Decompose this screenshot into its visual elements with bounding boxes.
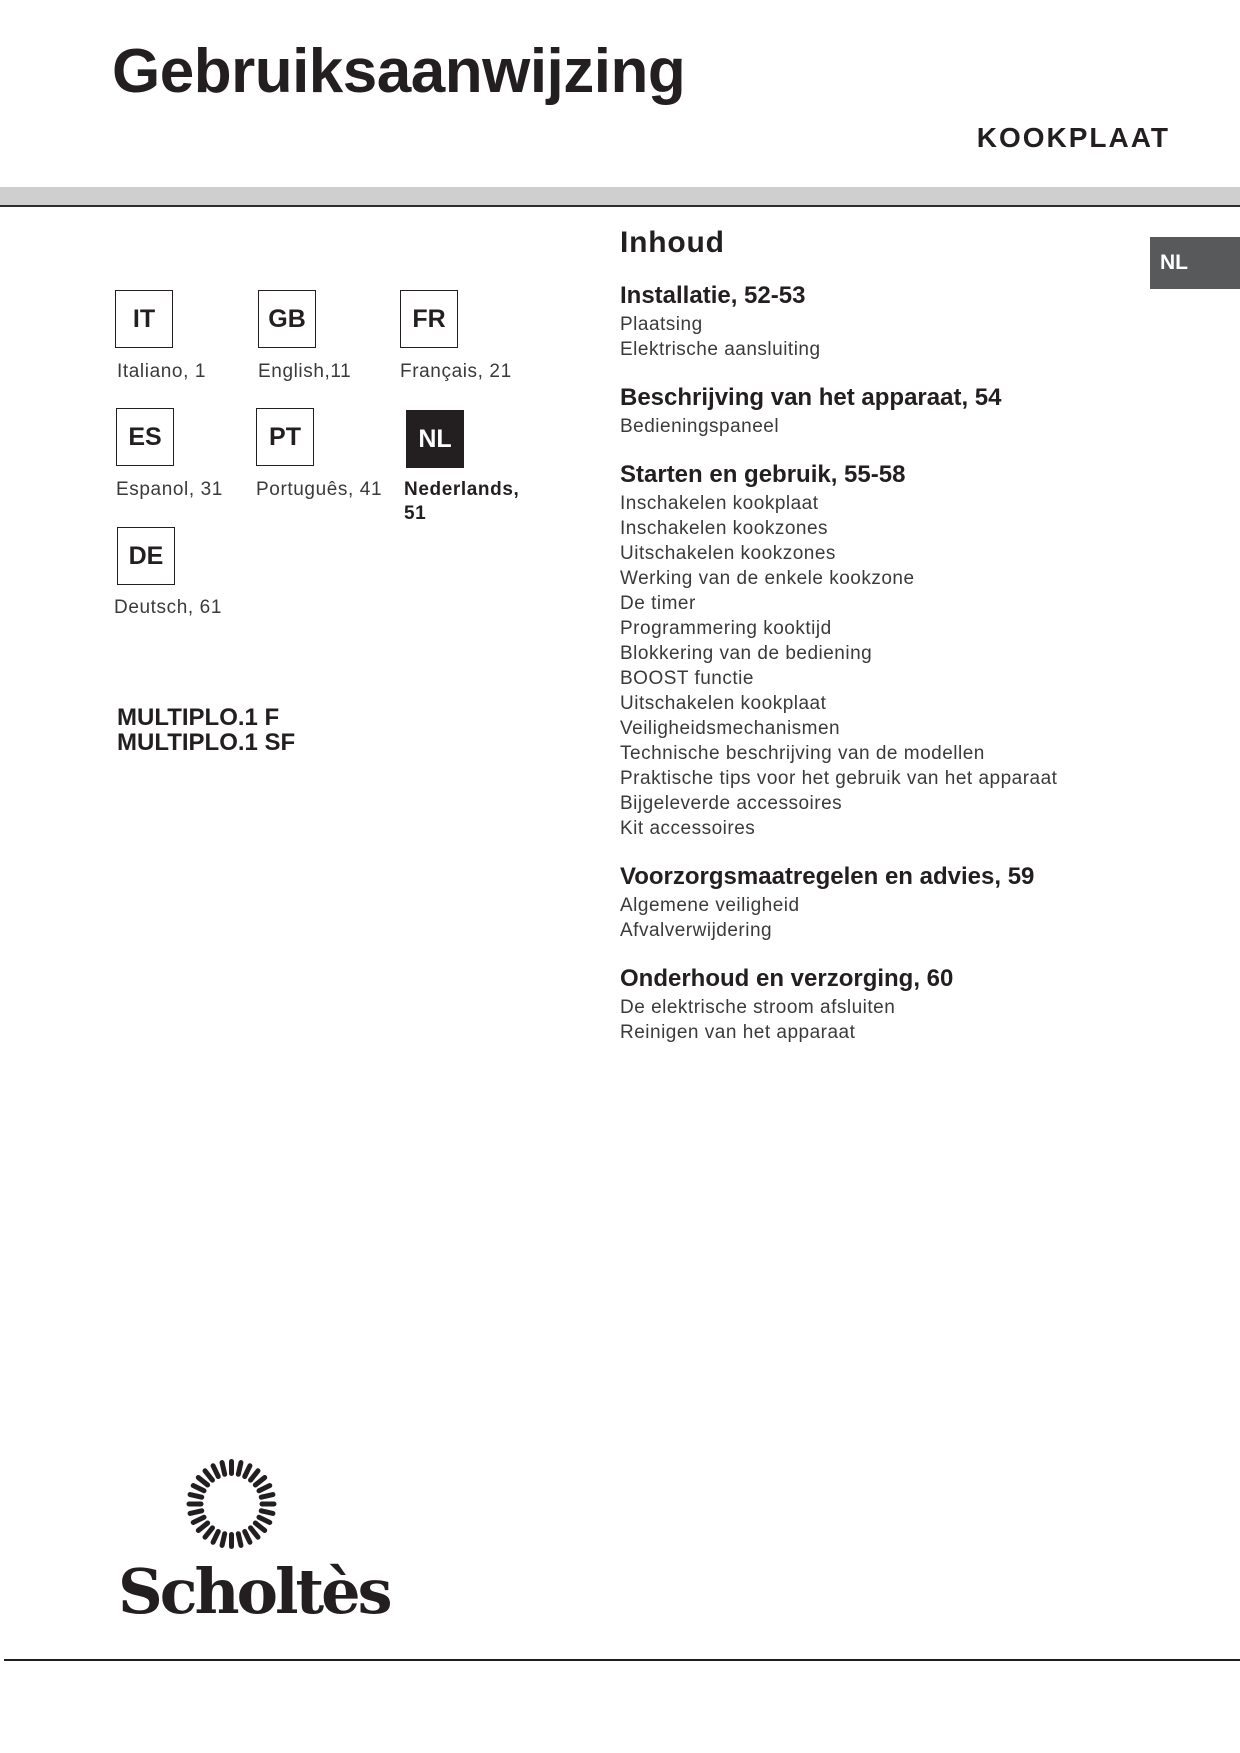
toc-item[interactable]: De elektrische stroom afsluiten	[620, 997, 896, 1018]
toc-item[interactable]: Bijgeleverde accessoires	[620, 793, 843, 814]
brand-logo-icon	[183, 1455, 281, 1553]
model-name: MULTIPLO.1 F	[117, 704, 280, 731]
header-band	[0, 187, 1240, 207]
footer-rule	[4, 1659, 1240, 1661]
toc-item[interactable]: Algemene veiligheid	[620, 895, 800, 916]
toc-item[interactable]: Plaatsing	[620, 314, 703, 335]
lang-box-nl[interactable]: NL	[406, 410, 464, 468]
lang-box-it[interactable]: IT	[115, 290, 173, 348]
toc-heading[interactable]: Starten en gebruik, 55-58	[620, 461, 906, 488]
lang-label-nl-line1: Nederlands,	[404, 479, 520, 500]
toc-item[interactable]: Technische beschrijving van de modellen	[620, 743, 985, 764]
lang-label-pt: Português, 41	[256, 479, 383, 500]
lang-label-nl	[404, 478, 519, 526]
lang-label-de: Deutsch, 61	[114, 597, 222, 618]
toc-item[interactable]: Afvalverwijdering	[620, 920, 773, 941]
toc-item[interactable]: Kit accessoires	[620, 818, 756, 839]
toc-item[interactable]: Programmering kooktijd	[620, 618, 832, 639]
toc-section	[620, 963, 1120, 1045]
toc-section	[620, 861, 1120, 943]
toc-item[interactable]: Praktische tips voor het gebruik van het apparaat	[620, 768, 1058, 789]
toc-section	[620, 280, 1120, 362]
language-tab-nl: NL	[1150, 237, 1240, 289]
toc-item[interactable]: De timer	[620, 593, 696, 614]
lang-label-gb: English,11	[258, 361, 352, 382]
model-list	[117, 705, 295, 755]
table-of-contents	[620, 280, 1120, 1065]
lang-box-gb[interactable]: GB	[258, 290, 316, 348]
product-type: KOOKPLAAT	[976, 122, 1170, 153]
toc-heading[interactable]: Voorzorgsmaatregelen en advies, 59	[620, 863, 1035, 890]
toc-section	[620, 382, 1120, 439]
toc-section	[620, 459, 1120, 841]
toc-item[interactable]: Werking van de enkele kookzone	[620, 568, 915, 589]
toc-item[interactable]: Reinigen van het apparaat	[620, 1022, 856, 1043]
toc-heading[interactable]: Onderhoud en verzorging, 60	[620, 965, 954, 992]
lang-label-fr: Français, 21	[400, 361, 512, 382]
lang-box-pt[interactable]: PT	[256, 408, 314, 466]
lang-label-es: Espanol, 31	[116, 479, 223, 500]
toc-item[interactable]: Uitschakelen kookplaat	[620, 693, 827, 714]
toc-item[interactable]: Bedieningspaneel	[620, 416, 780, 437]
toc-item[interactable]: Uitschakelen kookzones	[620, 543, 836, 564]
lang-box-de[interactable]: DE	[117, 527, 175, 585]
lang-box-es[interactable]: ES	[116, 408, 174, 466]
toc-item[interactable]: BOOST functie	[620, 668, 754, 689]
lang-label-it: Italiano, 1	[117, 361, 206, 382]
toc-heading[interactable]: Installatie, 52-53	[620, 282, 806, 309]
toc-title: Inhoud	[620, 226, 725, 259]
page-title: Gebruiksaanwijzing	[112, 37, 686, 106]
toc-item[interactable]: Inschakelen kookzones	[620, 518, 829, 539]
toc-item[interactable]: Veiligheidsmechanismen	[620, 718, 841, 739]
brand-wordmark: Scholtès	[118, 1555, 390, 1628]
lang-box-fr[interactable]: FR	[400, 290, 458, 348]
toc-heading[interactable]: Beschrijving van het apparaat, 54	[620, 384, 1002, 411]
lang-label-nl-line2: 51	[404, 503, 427, 524]
toc-item[interactable]: Elektrische aansluiting	[620, 339, 821, 360]
toc-item[interactable]: Inschakelen kookplaat	[620, 493, 819, 514]
model-name: MULTIPLO.1 SF	[117, 729, 296, 756]
toc-item[interactable]: Blokkering van de bediening	[620, 643, 873, 664]
